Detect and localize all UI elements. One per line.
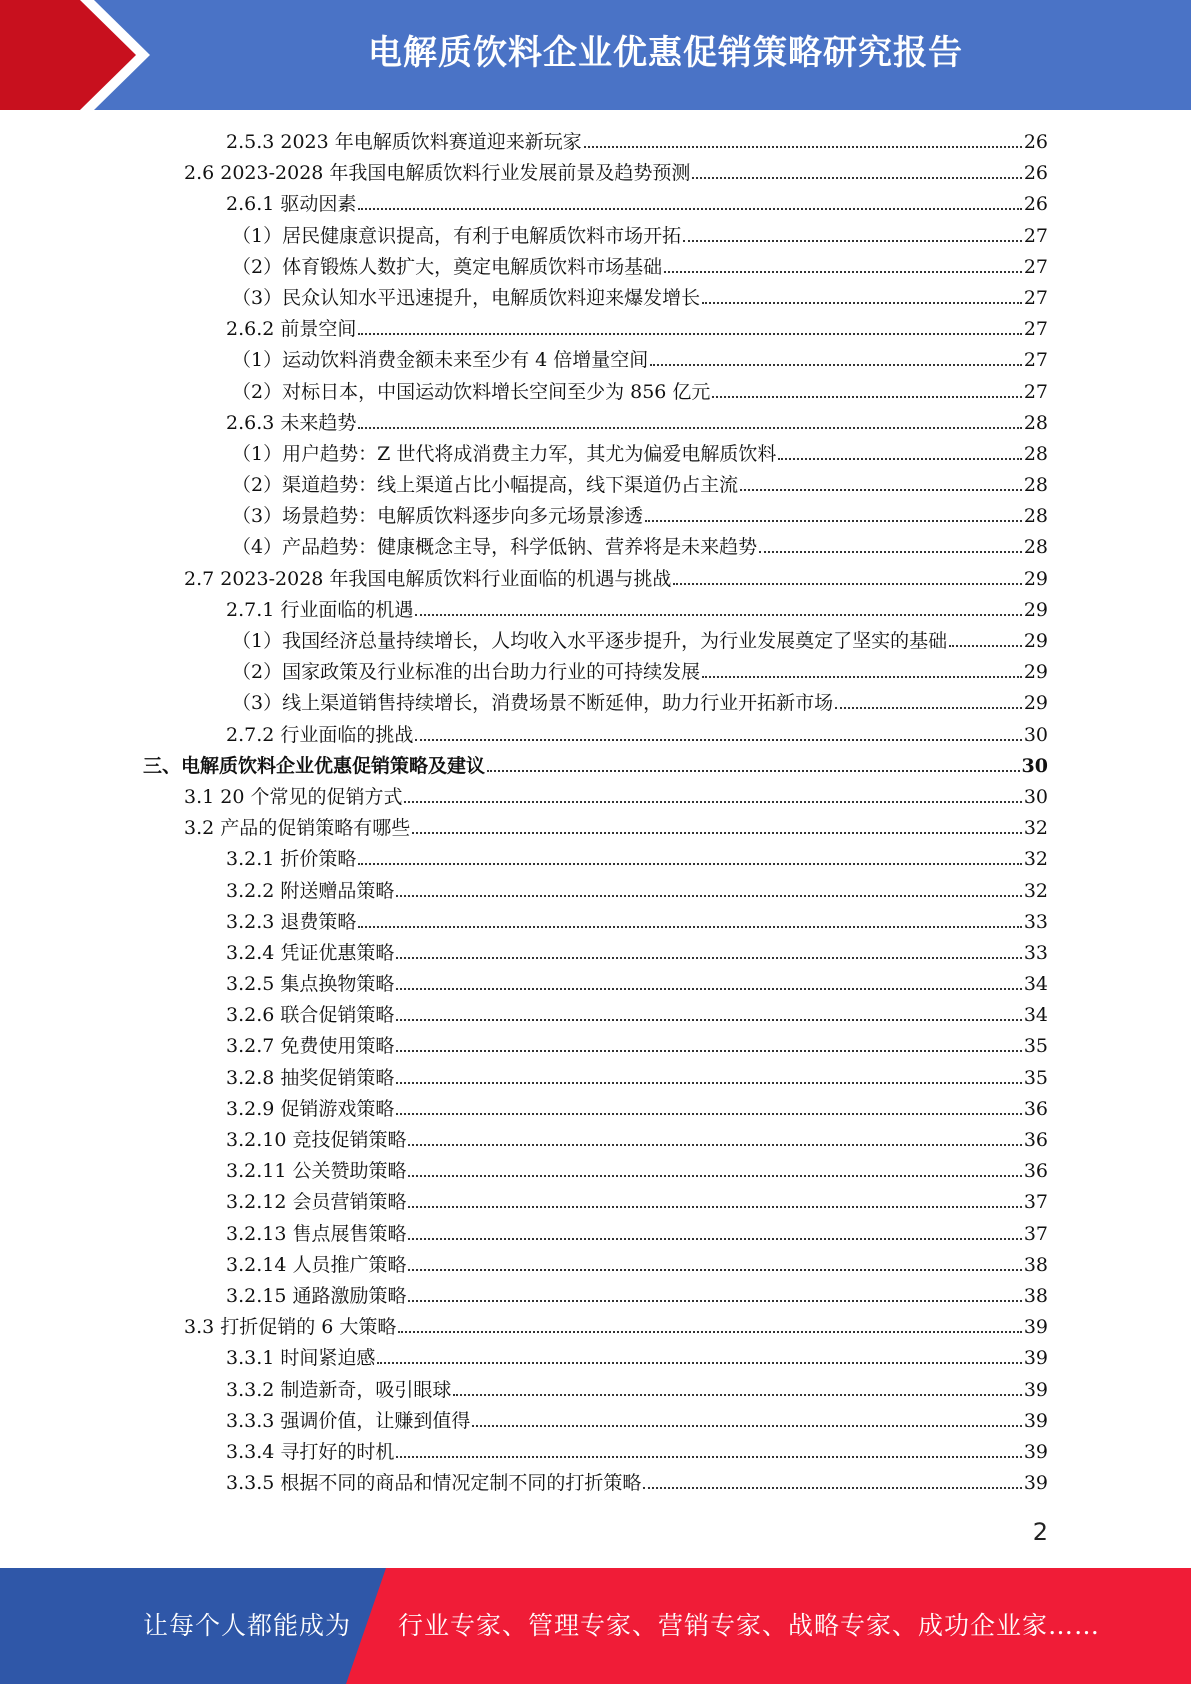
header-red-chevron bbox=[0, 0, 150, 110]
toc-entry[interactable] bbox=[0, 127, 1191, 158]
toc-entry-title: （4）产品趋势：健康概念主导，科学低钠、营养将是未来趋势 bbox=[232, 536, 758, 559]
toc-entry-page: 29 bbox=[1023, 567, 1048, 590]
toc-entry[interactable] bbox=[0, 221, 1191, 252]
toc-entry[interactable] bbox=[0, 1250, 1191, 1281]
toc-entry-page: 35 bbox=[1023, 1035, 1048, 1058]
toc-entry-title: 3.2.2 附送赠品策略 bbox=[226, 879, 395, 902]
toc-entry-page: 34 bbox=[1023, 973, 1048, 996]
toc-dot-leader bbox=[396, 1456, 1021, 1458]
page-footer bbox=[0, 1568, 1191, 1684]
toc-entry-title: 3.2.5 集点换物策略 bbox=[226, 973, 395, 996]
toc-entry-page: 26 bbox=[1023, 162, 1048, 185]
toc-entry-page: 34 bbox=[1023, 1004, 1048, 1027]
toc-dot-leader bbox=[712, 396, 1021, 398]
toc-entry[interactable] bbox=[0, 844, 1191, 875]
toc-entry-page: 30 bbox=[1023, 723, 1048, 746]
toc-entry-title: 3.2.11 公关赞助策略 bbox=[226, 1160, 407, 1183]
toc-entry-page: 39 bbox=[1023, 1347, 1048, 1370]
toc-entry[interactable] bbox=[0, 1406, 1191, 1437]
toc-entry[interactable] bbox=[0, 1000, 1191, 1031]
toc-entry-title: （3）线上渠道销售持续增长，消费场景不断延伸，助力行业开拓新市场 bbox=[232, 692, 834, 715]
toc-entry[interactable] bbox=[0, 813, 1191, 844]
toc-entry-page: 28 bbox=[1023, 474, 1048, 497]
toc-dot-leader bbox=[835, 707, 1022, 709]
toc-entry-title: 2.6.3 未来趋势 bbox=[226, 411, 357, 434]
toc-entry-page: 28 bbox=[1023, 411, 1048, 434]
toc-entry-title: 3.3.5 根据不同的商品和情况定制不同的打折策略 bbox=[226, 1472, 642, 1495]
toc-entry-title: 3.2.15 通路激励策略 bbox=[226, 1284, 407, 1307]
toc-entry[interactable] bbox=[0, 1343, 1191, 1374]
footer-slogan-left: 让每个人都能成为 bbox=[143, 1611, 352, 1640]
toc-entry[interactable] bbox=[0, 501, 1191, 532]
toc-entry[interactable] bbox=[0, 564, 1191, 595]
toc-entry-page: 29 bbox=[1023, 598, 1048, 621]
toc-entry[interactable] bbox=[0, 408, 1191, 439]
toc-entry[interactable] bbox=[0, 314, 1191, 345]
toc-entry-title: 3.3 打折促销的 6 大策略 bbox=[184, 1316, 397, 1339]
toc-entry-page: 38 bbox=[1023, 1284, 1048, 1307]
toc-entry-page: 26 bbox=[1023, 193, 1048, 216]
toc-dot-leader bbox=[702, 676, 1022, 678]
toc-entry-page: 36 bbox=[1023, 1160, 1048, 1183]
toc-entry-title: （1）我国经济总量持续增长，人均收入水平逐步提升，为行业发展奠定了坚实的基础 bbox=[232, 630, 948, 652]
toc-entry[interactable] bbox=[0, 283, 1191, 314]
toc-entry-title: 3.2.1 折价策略 bbox=[226, 848, 357, 871]
toc-entry[interactable] bbox=[0, 158, 1191, 189]
toc-entry[interactable] bbox=[0, 189, 1191, 220]
footer-slogan-right: 行业专家、管理专家、营销专家、战略专家、成功企业家…… bbox=[398, 1611, 1101, 1640]
toc-dot-leader bbox=[358, 926, 1021, 928]
toc-dot-leader bbox=[396, 957, 1021, 959]
toc-dot-leader bbox=[778, 458, 1021, 460]
toc-entry-title: 3.3.1 时间紧迫感 bbox=[226, 1347, 376, 1370]
toc-entry[interactable] bbox=[0, 1187, 1191, 1218]
toc-dot-leader bbox=[396, 1113, 1021, 1115]
table-of-contents bbox=[0, 127, 1191, 1499]
toc-entry-page: 29 bbox=[1023, 692, 1048, 715]
toc-dot-leader bbox=[645, 520, 1022, 522]
toc-dot-leader bbox=[415, 739, 1021, 741]
toc-entry-title: 3.2.3 退费策略 bbox=[226, 910, 357, 933]
toc-dot-leader bbox=[415, 614, 1021, 616]
toc-entry-title: （2）渠道趋势：线上渠道占比小幅提高，线下渠道仍占主流 bbox=[232, 474, 739, 497]
toc-dot-leader bbox=[472, 1425, 1021, 1427]
toc-entry-title: 3.2.14 人员推广策略 bbox=[226, 1253, 407, 1276]
toc-dot-leader bbox=[584, 146, 1022, 148]
toc-entry-title: （2）体育锻炼人数扩大，奠定电解质饮料市场基础 bbox=[232, 255, 663, 278]
toc-entry[interactable] bbox=[0, 1219, 1191, 1250]
toc-entry[interactable] bbox=[0, 969, 1191, 1000]
toc-entry-page: 27 bbox=[1023, 380, 1048, 403]
toc-dot-leader bbox=[408, 1206, 1021, 1208]
toc-entry-title: 2.7 2023-2028 年我国电解质饮料行业面临的机遇与挑战 bbox=[184, 567, 672, 590]
toc-dot-leader bbox=[358, 863, 1021, 865]
toc-dot-leader bbox=[949, 645, 1022, 647]
toc-dot-leader bbox=[398, 1331, 1021, 1333]
toc-entry-page: 38 bbox=[1023, 1253, 1048, 1276]
toc-entry[interactable] bbox=[0, 907, 1191, 938]
toc-dot-leader bbox=[487, 770, 1020, 772]
toc-dot-leader bbox=[683, 240, 1022, 242]
toc-entry-page: 39 bbox=[1023, 1440, 1048, 1463]
toc-entry-title: 2.7.2 行业面临的挑战 bbox=[226, 723, 414, 746]
toc-entry-page: 27 bbox=[1023, 286, 1048, 309]
toc-entry-page: 27 bbox=[1023, 349, 1048, 372]
toc-entry-title: 3.3.4 寻打好的时机 bbox=[226, 1440, 395, 1463]
toc-entry-title: 三、电解质饮料企业优惠促销策略及建议 bbox=[143, 754, 486, 777]
toc-entry[interactable] bbox=[0, 1156, 1191, 1187]
toc-dot-leader bbox=[358, 208, 1021, 210]
toc-entry-title: （2）对标日本，中国运动饮料增长空间至少为 856 亿元 bbox=[232, 380, 711, 403]
toc-entry[interactable] bbox=[0, 938, 1191, 969]
toc-dot-leader bbox=[664, 271, 1022, 273]
toc-entry-page: 37 bbox=[1023, 1222, 1048, 1245]
toc-entry-title: 2.5.3 2023 年电解质饮料赛道迎来新玩家 bbox=[226, 131, 582, 153]
toc-entry[interactable] bbox=[0, 1468, 1191, 1499]
toc-entry-page: 39 bbox=[1023, 1316, 1048, 1339]
toc-dot-leader bbox=[702, 302, 1022, 304]
toc-entry-page: 33 bbox=[1023, 941, 1048, 964]
report-title: 电解质饮料企业优惠促销策略研究报告 bbox=[368, 33, 963, 73]
toc-entry-title: 3.3.2 制造新奇，吸引眼球 bbox=[226, 1378, 452, 1401]
toc-dot-leader bbox=[740, 489, 1022, 491]
page-number: 2 bbox=[1032, 1518, 1048, 1546]
toc-dot-leader bbox=[396, 1082, 1021, 1084]
toc-entry-title: 3.2.8 抽奖促销策略 bbox=[226, 1066, 395, 1089]
toc-entry-page: 39 bbox=[1023, 1378, 1048, 1401]
toc-entry-title: 3.2.10 竞技促销策略 bbox=[226, 1129, 407, 1151]
toc-dot-leader bbox=[643, 1487, 1021, 1489]
toc-entry[interactable] bbox=[0, 595, 1191, 626]
toc-dot-leader bbox=[408, 1238, 1021, 1240]
toc-entry-page: 39 bbox=[1023, 1472, 1048, 1495]
toc-entry-title: 3.3.3 强调价值，让赚到值得 bbox=[226, 1409, 471, 1432]
toc-dot-leader bbox=[759, 551, 1022, 553]
page-header bbox=[0, 0, 1191, 110]
toc-entry-title: 3.2.6 联合促销策略 bbox=[226, 1004, 395, 1027]
toc-entry-page: 39 bbox=[1023, 1409, 1048, 1432]
toc-entry[interactable] bbox=[0, 345, 1191, 376]
toc-entry[interactable] bbox=[0, 1031, 1191, 1062]
toc-entry[interactable] bbox=[0, 782, 1191, 813]
toc-entry-title: 2.6.2 前景空间 bbox=[226, 318, 357, 341]
toc-dot-leader bbox=[408, 1300, 1021, 1302]
toc-entry-page: 30 bbox=[1023, 785, 1048, 808]
toc-entry[interactable] bbox=[0, 1094, 1191, 1125]
toc-dot-leader bbox=[673, 583, 1021, 585]
toc-entry[interactable] bbox=[0, 1281, 1191, 1312]
toc-dot-leader bbox=[408, 1269, 1021, 1271]
toc-dot-leader bbox=[396, 895, 1021, 897]
toc-entry[interactable] bbox=[0, 720, 1191, 751]
toc-entry-page: 32 bbox=[1023, 879, 1048, 902]
toc-entry-page: 27 bbox=[1023, 318, 1048, 341]
toc-entry[interactable] bbox=[0, 876, 1191, 907]
toc-entry-title: 3.2.7 免费使用策略 bbox=[226, 1035, 395, 1058]
toc-entry[interactable] bbox=[0, 532, 1191, 563]
toc-entry-page: 27 bbox=[1023, 255, 1048, 278]
toc-dot-leader bbox=[404, 801, 1021, 803]
toc-entry-page: 27 bbox=[1023, 224, 1048, 247]
toc-entry-title: 3.2.4 凭证优惠策略 bbox=[226, 941, 395, 964]
toc-entry-title: （3）场景趋势：电解质饮料逐步向多元场景渗透 bbox=[232, 505, 644, 528]
toc-entry-title: 3.1 20 个常见的促销方式 bbox=[184, 785, 403, 808]
toc-entry[interactable] bbox=[0, 1312, 1191, 1343]
toc-entry-page: 29 bbox=[1023, 661, 1048, 684]
toc-dot-leader bbox=[408, 1175, 1021, 1177]
toc-entry-page: 28 bbox=[1023, 505, 1048, 528]
toc-dot-leader bbox=[412, 832, 1022, 834]
toc-entry-title: （2）国家政策及行业标准的出台助力行业的可持续发展 bbox=[232, 661, 701, 684]
toc-entry-page: 37 bbox=[1023, 1191, 1048, 1214]
toc-entry[interactable] bbox=[0, 470, 1191, 501]
toc-entry-title: 2.7.1 行业面临的机遇 bbox=[226, 598, 414, 621]
toc-entry[interactable] bbox=[0, 1375, 1191, 1406]
toc-entry-title: 3.2.12 会员营销策略 bbox=[226, 1191, 407, 1214]
toc-entry[interactable] bbox=[0, 688, 1191, 719]
toc-dot-leader bbox=[358, 427, 1021, 429]
toc-entry-title: 2.6.1 驱动因素 bbox=[226, 193, 357, 216]
toc-dot-leader bbox=[692, 177, 1021, 179]
toc-entry[interactable] bbox=[0, 1063, 1191, 1094]
toc-dot-leader bbox=[358, 333, 1021, 335]
toc-entry-page: 32 bbox=[1023, 817, 1048, 840]
toc-entry[interactable] bbox=[0, 377, 1191, 408]
toc-entry-title: 3.2.13 售点展售策略 bbox=[226, 1222, 407, 1245]
toc-dot-leader bbox=[650, 364, 1022, 366]
toc-entry[interactable] bbox=[0, 1437, 1191, 1468]
toc-entry[interactable] bbox=[0, 751, 1191, 782]
toc-entry-page: 28 bbox=[1023, 536, 1048, 559]
toc-entry-title: （1）运动饮料消费金额未来至少有 4 倍增量空间 bbox=[232, 349, 649, 372]
toc-entry-page: 33 bbox=[1023, 910, 1048, 933]
toc-entry-page: 32 bbox=[1023, 848, 1048, 871]
toc-entry-page: 30 bbox=[1021, 754, 1048, 777]
toc-dot-leader bbox=[377, 1362, 1021, 1364]
toc-dot-leader bbox=[396, 1050, 1021, 1052]
toc-entry-title: （1）居民健康意识提高，有利于电解质饮料市场开拓 bbox=[232, 224, 682, 247]
toc-entry[interactable] bbox=[0, 252, 1191, 283]
toc-entry[interactable] bbox=[0, 626, 1191, 657]
toc-entry-title: （3）民众认知水平迅速提升，电解质饮料迎来爆发增长 bbox=[232, 286, 701, 309]
toc-entry-page: 36 bbox=[1023, 1097, 1048, 1120]
toc-entry-title: 2.6 2023-2028 年我国电解质饮料行业发展前景及趋势预测 bbox=[184, 162, 691, 185]
toc-dot-leader bbox=[396, 1019, 1021, 1021]
toc-dot-leader bbox=[453, 1394, 1021, 1396]
toc-dot-leader bbox=[396, 988, 1021, 990]
toc-entry-title: （1）用户趋势：Z 世代将成消费主力军，其尤为偏爱电解质饮料 bbox=[232, 442, 777, 465]
toc-entry-title: 3.2.9 促销游戏策略 bbox=[226, 1097, 395, 1120]
toc-entry-page: 28 bbox=[1023, 442, 1048, 465]
toc-entry[interactable] bbox=[0, 657, 1191, 688]
toc-entry-page: 29 bbox=[1023, 630, 1048, 652]
toc-entry-page: 26 bbox=[1023, 131, 1048, 153]
toc-entry-title: 3.2 产品的促销策略有哪些 bbox=[184, 817, 411, 840]
toc-entry-page: 36 bbox=[1023, 1129, 1048, 1151]
toc-dot-leader bbox=[408, 1144, 1021, 1146]
toc-entry[interactable] bbox=[0, 1125, 1191, 1156]
toc-entry-page: 35 bbox=[1023, 1066, 1048, 1089]
toc-entry[interactable] bbox=[0, 439, 1191, 470]
